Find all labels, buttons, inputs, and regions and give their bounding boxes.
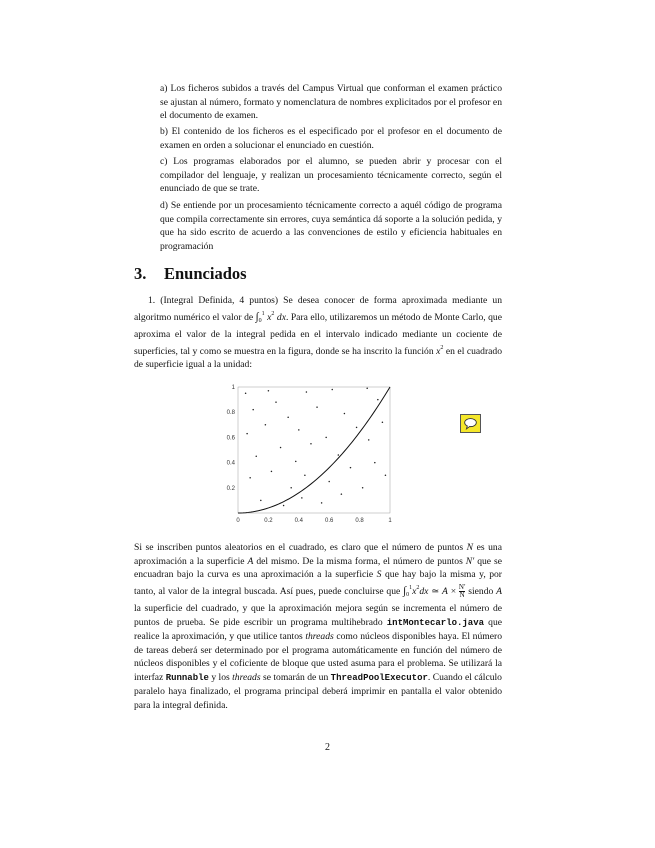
scatter-point	[331, 389, 333, 391]
problem-statement: 1. (Integral Definida, 4 puntos) Se desea conocer de forma aproximada mediante un algoritmo numérico el valor de $\int_0^1$ $x^2$ dx. Para ello, utilizaremos un método de Monte Carlo, que aproxima el valor de la integral pedida en el intervalo indicado mediante un cociente de superficies, tal y como se muestra en la figura, donde se ha inscrito la función $x^2$ en el cuadrado de superficie igual a la unidad:	[134, 295, 503, 370]
condition-item-a: a) Los ficheros subidos a través del Campus Virtual que conforman el examen práctico se ajustan al número, formato y nomenclatura de nombres explicitados por el profesor en el documento de examen.	[160, 83, 502, 121]
plot-area	[227, 385, 393, 524]
section-heading	[134, 264, 247, 284]
scatter-point	[283, 505, 285, 507]
code-runnable: Runnable	[165, 672, 209, 683]
y-tick-label: 0.4	[226, 460, 235, 467]
scatter-point	[366, 388, 368, 390]
scatter-point	[306, 391, 308, 393]
comment-annotation-icon[interactable]	[460, 414, 481, 433]
scatter-point	[245, 393, 247, 395]
code-filename: intMontecarlo.java	[386, 617, 484, 628]
scatter-point	[310, 443, 312, 445]
scatter-point	[341, 493, 343, 495]
y-tick-label: 1	[231, 385, 235, 391]
scatter-point	[260, 500, 262, 502]
scatter-point	[344, 413, 346, 415]
condition-item-d: d) Se entiende por un procesamiento técnicamente correcto a aquél código de programa que compila correctamente sin errores, cuya semántica dá soporte a la solución pedida, y que ha sido escrito de acuerdo a las convenciones de estilo y eficiencia habituales en programación	[160, 200, 502, 252]
section-number: 3.	[134, 264, 147, 283]
scatter-point	[368, 439, 370, 441]
montecarlo-figure	[220, 383, 400, 525]
x-tick-label: 1	[388, 518, 392, 524]
condition-item-c: c) Los programas elaborados por el alumno, se pueden abrir y procesar con el compilador del lenguaje, y realizan un procesamiento técnicamente correcto, según el enunciado de que se trate.	[160, 156, 502, 194]
scatter-point	[295, 461, 297, 463]
scatter-point	[265, 424, 267, 426]
x-tick-label: 0	[236, 518, 240, 524]
scatter-point	[328, 481, 330, 483]
scatter-point	[325, 437, 327, 439]
scatter-point	[249, 477, 251, 479]
scatter-point	[280, 447, 282, 449]
scatter-point	[271, 471, 273, 473]
scatter-point	[316, 406, 318, 408]
x-tick-label: 0.2	[264, 518, 273, 524]
scatter-point	[321, 502, 323, 504]
y-tick-label: 0.8	[226, 410, 235, 417]
x-tick-label: 0.4	[294, 518, 303, 524]
scatter-point	[338, 454, 340, 456]
condition-item-b: b) El contenido de los ficheros es el especificado por el profesor en el documento de examen en orden a solucionar el enunciado en cuestión.	[160, 126, 502, 151]
scatter-point	[268, 390, 270, 392]
scatter-point	[385, 474, 387, 476]
scatter-point	[290, 487, 292, 489]
y-tick-label: 0.6	[226, 435, 235, 442]
scatter-point	[275, 401, 277, 403]
scatter-point	[301, 497, 303, 499]
code-threadpool: ThreadPoolExecutor	[330, 672, 428, 683]
scatter-point	[350, 467, 352, 469]
y-tick-label: 0.2	[226, 485, 235, 492]
scatter-point	[374, 462, 376, 464]
scatter-point	[356, 427, 358, 429]
x-tick-label: 0.8	[355, 518, 364, 524]
scatter-point	[298, 429, 300, 431]
scatter-point	[304, 474, 306, 476]
scatter-point	[362, 487, 364, 489]
scatter-point	[246, 433, 248, 435]
scatter-point	[382, 422, 384, 424]
explanation-paragraph: Si se inscriben puntos aleatorios en el cuadrado, es claro que el número de puntos N es una aproximación a la superficie A del mismo. De la misma forma, el número de puntos N′ que se encuadran bajo la curva es una aproximación a la superficie S que hay bajo la misma y, por tanto, al valor de la integral buscada. Así pues, puede concluirse que $\int_0^1x^2dx$ ≃ A × $\frac{N'}{N}$ siendo A la superficie del cuadrado, y que la aproximación mejora según se incrementa el número de puntos de prueba. Se pide escribir un programa multihebrado intMontecarlo.java que realice la aproximación, y que utilice tantos threads como núcleos disponibles haya. El número de tareas deberá ser determinado por el programa automáticamente en función del número de núcleos disponibles y el coficiente de bloque que usted asuma para el problema. Se utilizará la interfaz Runnable y los threads se tomarán de un ThreadPoolExecutor. Cuando el cálculo paralelo haya finalizado, el programa principal deberá imprimir en pantalla el valor obtenido para la integral definida.	[134, 542, 502, 711]
scatter-point	[287, 416, 289, 418]
scatter-point	[255, 456, 256, 458]
section-title: Enunciados	[164, 264, 247, 283]
scatter-point	[377, 399, 379, 401]
plot-frame	[238, 387, 390, 513]
x-tick-label: 0.6	[325, 518, 334, 524]
curve-x-squared	[238, 387, 390, 513]
page-number: 2	[325, 742, 330, 753]
scatter-point	[252, 409, 254, 411]
